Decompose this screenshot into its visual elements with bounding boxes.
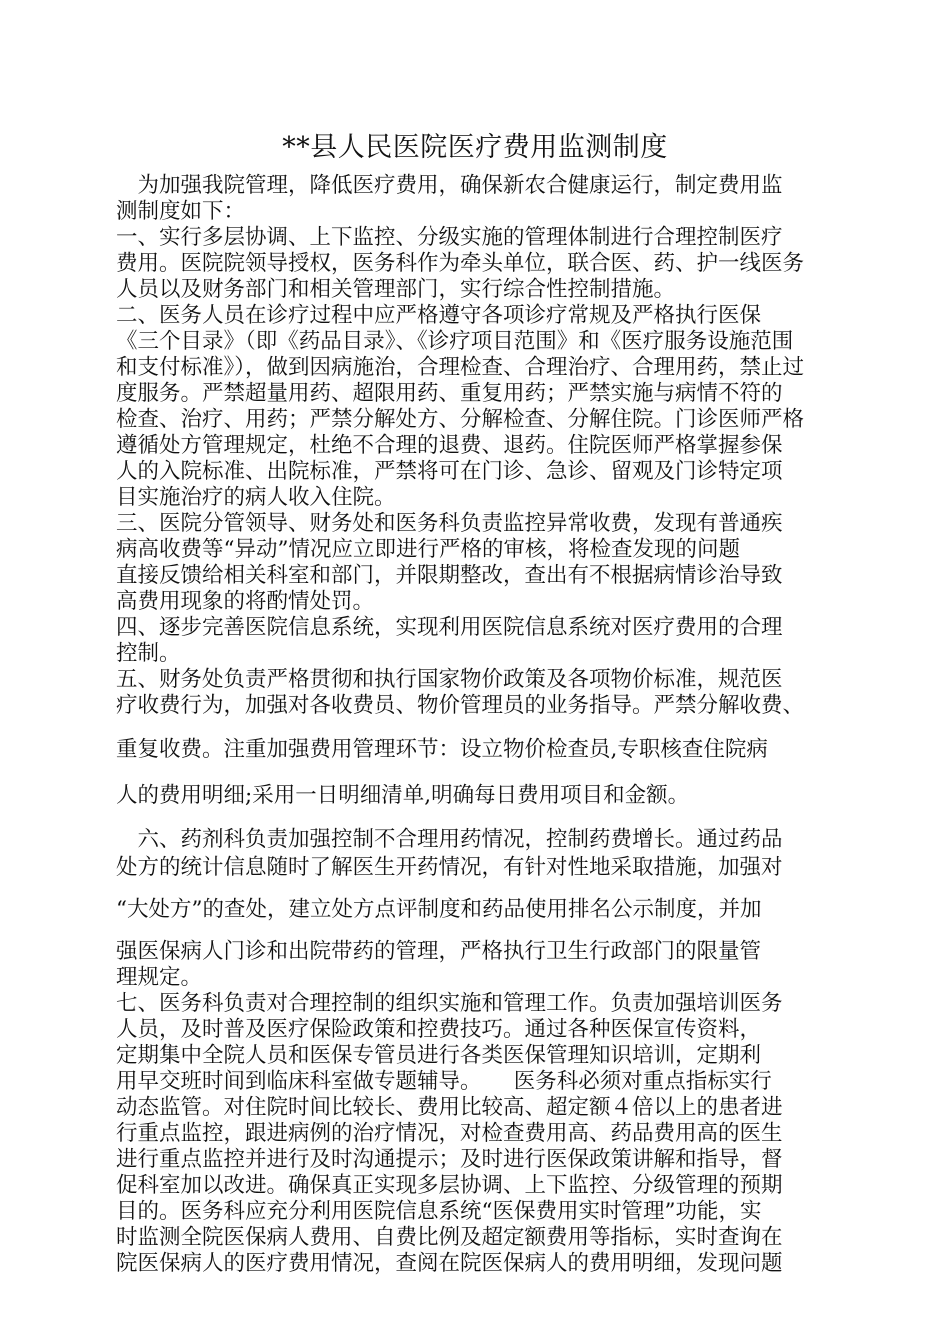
text-line: 四、逐步完善医院信息系统，实现利用医院信息系统对医疗费用的合理 [116, 615, 783, 640]
text-line: 和支付标准》），做到因病施治，合理检查、合理治疗、合理用药，禁止过 [116, 355, 805, 380]
text-line: 定期集中全院人员和医保专管员进行各类医保管理知识培训，定期利 [116, 1043, 762, 1068]
text-line: 人的费用明细;采用一日明细清单,明确每日费用项目和金额。 [116, 783, 690, 808]
text-line: 处方的统计信息随时了解医生开药情况，有针对性地采取措施，加强对 [116, 855, 783, 880]
text-line: 院医保病人的医疗费用情况，查阅在院医保病人的费用明细，发现问题 [116, 1251, 783, 1276]
text-line: 费用。医院院领导授权，医务科作为牵头单位，联合医、药、护一线医务 [116, 251, 805, 276]
text-line: 动态监管。对住院时间比较长、费用比较高、超定额４倍以上的患者进 [116, 1095, 783, 1120]
text-line: 人的入院标准、出院标准，严禁将可在门诊、急诊、留观及门诊特定项 [116, 459, 783, 484]
text-line: 控制。 [116, 641, 181, 666]
text-line: 三、医院分管领导、财务处和医务科负责监控异常收费，发现有普通疾 [116, 511, 783, 536]
text-line: 疗收费行为，加强对各收费员、物价管理员的业务指导。严禁分解收费、 [116, 693, 805, 718]
text-line: 检查、治疗、用药；严禁分解处方、分解检查、分解住院。门诊医师严格 [116, 407, 805, 432]
text-line: 为加强我院管理，降低医疗费用，确保新农合健康运行，制定费用监 [116, 173, 783, 198]
text-line: 重复收费。注重加强费用管理环节：设立物价检查员,专职核查住院病 [116, 737, 768, 762]
text-line: 人员以及财务部门和相关管理部门，实行综合性控制措施。 [116, 277, 676, 302]
text-line: 遵循处方管理规定，杜绝不合理的退费、退药。住院医师严格掌握参保 [116, 433, 783, 458]
text-line: 理规定。 [116, 965, 203, 990]
text-line: 二、医务人员在诊疗过程中应严格遵守各项诊疗常规及严格执行医保 [116, 303, 762, 328]
text-line: 高费用现象的将酌情处罚。 [116, 589, 375, 614]
text-line: 强医保病人门诊和出院带药的管理，严格执行卫生行政部门的限量管 [116, 939, 762, 964]
text-line: 目实施治疗的病人收入住院。 [116, 485, 396, 510]
text-line: 直接反馈给相关科室和部门，并限期整改，查出有不根据病情诊治导致 [116, 563, 783, 588]
text-line: 用早交班时间到临床科室做专题辅导。 医务科必须对重点指标实行 [116, 1069, 772, 1094]
text-line: 六、药剂科负责加强控制不合理用药情况，控制药费增长。通过药品 [116, 827, 783, 852]
text-line: 《三个目录》（即《药品目录》、《诊疗项目范围》和《医疗服务设施范围 [116, 329, 794, 354]
text-line: 五、财务处负责严格贯彻和执行国家物价政策及各项物价标准，规范医 [116, 667, 783, 692]
text-line: 时监测全院医保病人费用、自费比例及超定额费用等指标，实时查询在 [116, 1225, 783, 1250]
document-title: **县人民医院医疗费用监测制度 [282, 132, 668, 163]
text-line: 病高收费等“异动”情况应立即进行严格的审核，将检查发现的问题 [116, 537, 740, 562]
text-line: 七、医务科负责对合理控制的组织实施和管理工作。负责加强培训医务 [116, 991, 783, 1016]
text-line: 进行重点监控并进行及时沟通提示；及时进行医保政策讲解和指导，督 [116, 1147, 783, 1172]
text-line: 度服务。严禁超量用药、超限用药、重复用药；严禁实施与病情不符的 [116, 381, 783, 406]
text-line: 目的。医务科应充分利用医院信息系统“医保费用实时管理”功能，实 [116, 1199, 762, 1224]
text-line: 人员，及时普及医疗保险政策和控费技巧。通过各种医保宣传资料， [116, 1017, 762, 1042]
text-line: 行重点监控，跟进病例的治疗情况，对检查费用高、药品费用高的医生 [116, 1121, 783, 1146]
text-line: “大处方”的查处，建立处方点评制度和药品使用排名公示制度，并加 [116, 897, 762, 922]
text-line: 一、实行多层协调、上下监控、分级实施的管理体制进行合理控制医疗 [116, 225, 783, 250]
text-line: 测制度如下： [116, 199, 246, 224]
text-line: 促科室加以改进。确保真正实现多层协调、上下监控、分级管理的预期 [116, 1173, 783, 1198]
